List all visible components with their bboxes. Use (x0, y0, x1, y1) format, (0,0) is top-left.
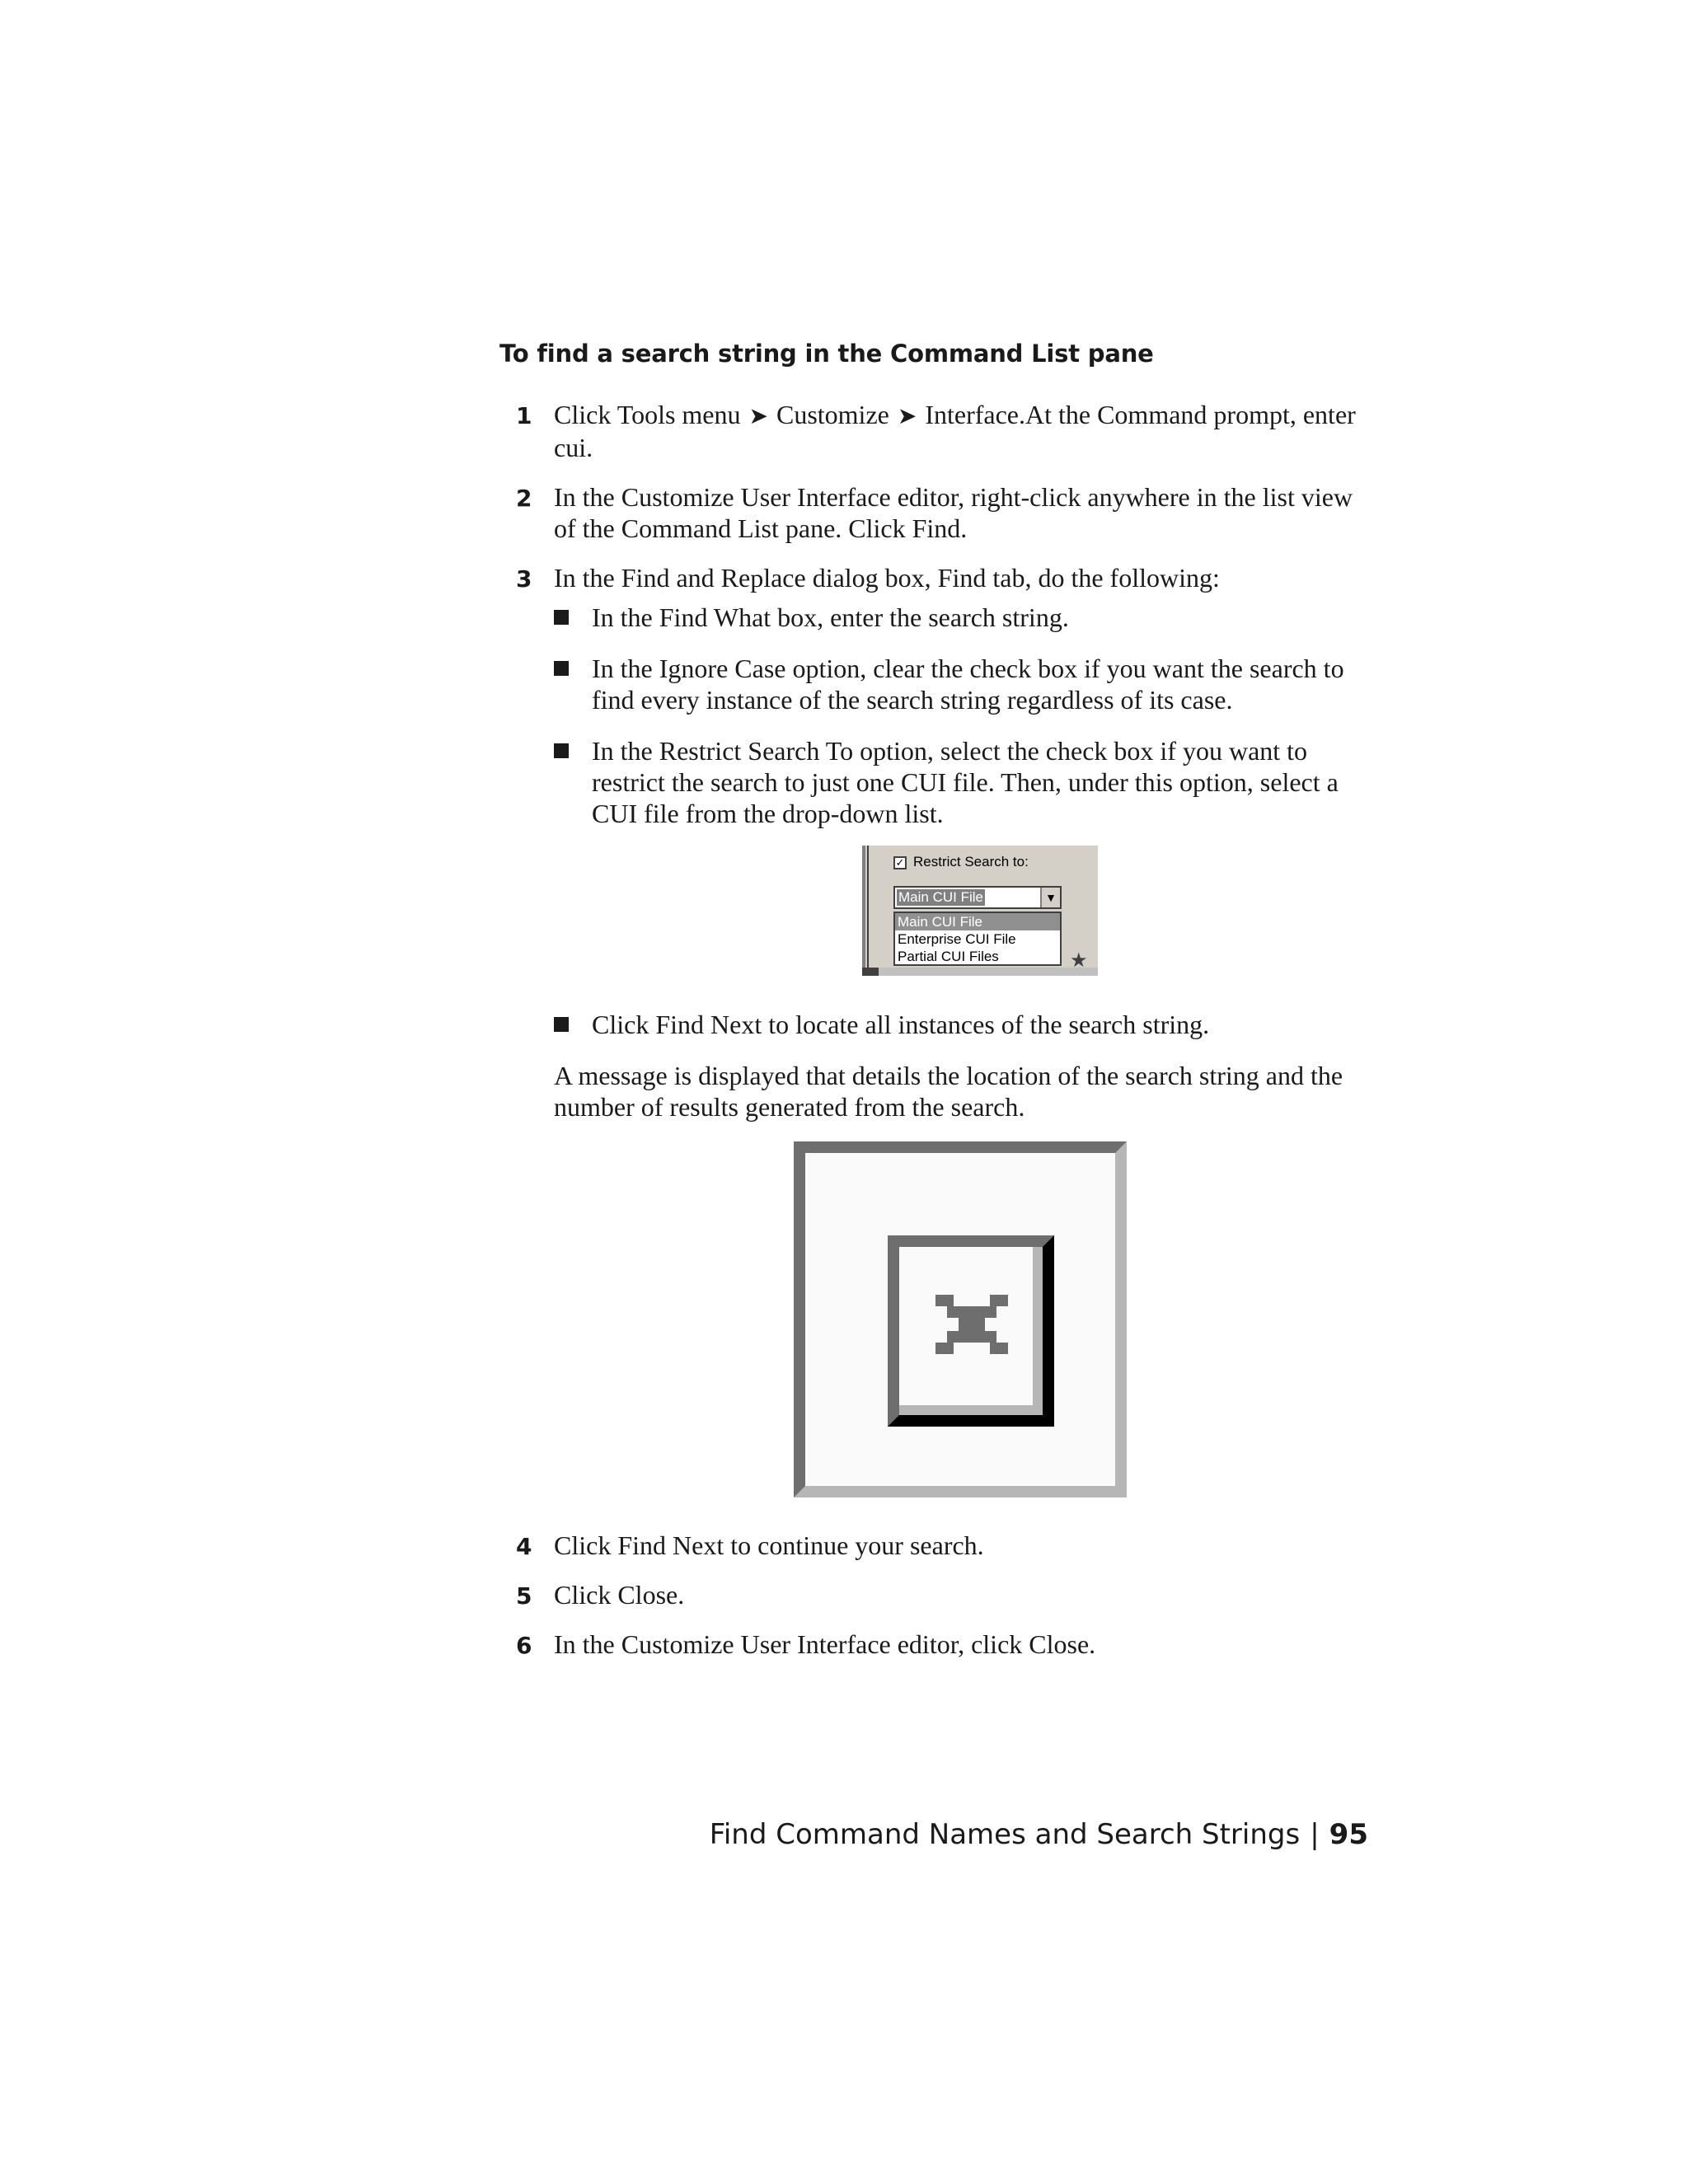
bullet-square-icon (554, 610, 569, 625)
bullet-text: In the Find What box, enter the search string. (592, 602, 1069, 632)
step-text: Click Find Next to continue your search. (554, 1530, 984, 1560)
panel-edge (862, 846, 865, 976)
message-icon-screenshot (794, 1141, 1127, 1497)
restrict-search-checkbox[interactable]: ✓ (893, 856, 907, 869)
bullet-text: In the Restrict Search To option, select the check box if you want to restrict the search to just one CUI file. Then, under this option, select a CUI file from the drop-down list. (592, 736, 1339, 828)
step-number: 5 (516, 1582, 532, 1610)
cui-file-select[interactable] (893, 886, 1062, 909)
dropdown-option[interactable]: Enterprise CUI File (898, 931, 1016, 947)
selected-cui-file: Main CUI File (898, 889, 983, 905)
page-number: 95 (1329, 1818, 1368, 1851)
button-shade (899, 1405, 1043, 1415)
procedure-heading: To find a search string in the Command List pane (499, 340, 1154, 368)
restrict-search-screenshot (862, 846, 1098, 976)
step-number: 2 (516, 485, 532, 512)
footer-title: Find Command Names and Search Strings (709, 1818, 1301, 1851)
step-text: In the Find and Replace dialog box, Find tab, do the following: (554, 563, 1220, 593)
panel-edge (867, 846, 869, 976)
restrict-search-label: Restrict Search to: (913, 854, 1029, 869)
step-number: 1 (516, 402, 532, 429)
dropdown-option[interactable]: Main CUI File (895, 913, 1060, 930)
button-shade (1033, 1247, 1043, 1415)
close-x-icon (935, 1295, 1008, 1354)
step-menu-text: Click Tools menu (554, 400, 741, 429)
bullet-square-icon (554, 743, 569, 758)
page-footer (710, 1818, 1368, 1851)
footer-separator: | (1310, 1818, 1320, 1851)
step-text: In the Customize User Interface editor, right-click anywhere in the list view of the Command List pane. Click Find. (554, 482, 1353, 543)
step-text: Click Close. (554, 1580, 685, 1610)
dropdown-option[interactable]: Partial CUI Files (898, 949, 999, 964)
bullet-square-icon (554, 1017, 569, 1032)
panel-edge (862, 968, 879, 976)
star-icon: ★ (1070, 949, 1088, 972)
menu-arrow-icon: ➤ (897, 402, 917, 429)
close-button[interactable] (888, 1235, 1054, 1427)
bullet-square-icon (554, 661, 569, 676)
step-number: 3 (516, 565, 532, 593)
menu-arrow-icon: ➤ (748, 402, 768, 429)
panel-edge (862, 968, 1098, 976)
step-text (554, 399, 1378, 463)
step-menu-text: Customize (776, 400, 889, 429)
step-number: 4 (516, 1533, 532, 1560)
step-menu-text: Interface.At the Command prompt, enter cui. (554, 400, 1356, 462)
bullet-text: Click Find Next to locate all instances of the search string. (592, 1010, 1210, 1039)
step-text: In the Customize User Interface editor, click Close. (554, 1629, 1096, 1659)
message-paragraph: A message is displayed that details the location of the search string and the number of results generated from the search. (554, 1061, 1343, 1122)
step-number: 6 (516, 1632, 532, 1659)
cui-file-dropdown-list (893, 912, 1062, 966)
bullet-text: In the Ignore Case option, clear the check box if you want the search to find every instance of the search string regardless of its case. (592, 654, 1344, 715)
chevron-down-icon[interactable]: ▼ (1040, 888, 1060, 907)
